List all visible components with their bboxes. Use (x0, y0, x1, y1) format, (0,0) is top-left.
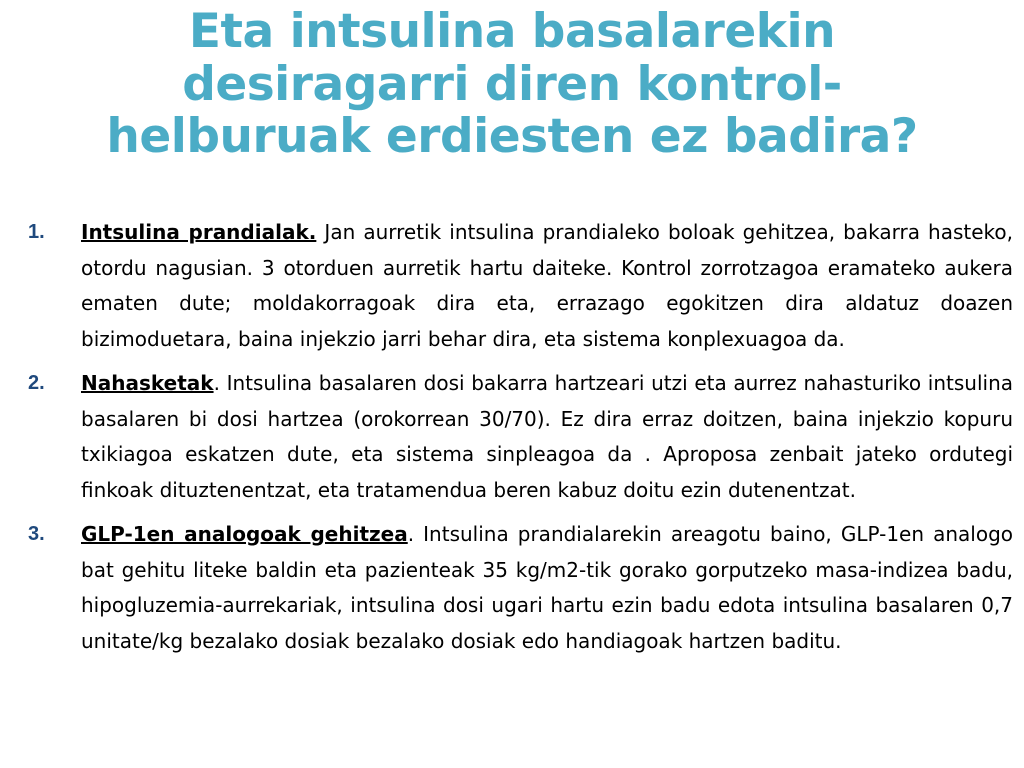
list-item-text: Jan aurretik intsulina prandialeko boloak gehitzea, bakarra hasteko, otordu nagusian. 3 otorduen aurretik hartu daiteke. Kontrol zorrotzagoa eramateko aukera ematen dute; moldakorragoak dira eta, errazago egokitzen dira aldatuz doazen bizimoduetara, baina injekzio jarri behar dira, eta sistema konplexuagoa da. (81, 220, 1013, 351)
slide-title (20, 6, 1004, 164)
list-item-number: 2. (28, 372, 45, 394)
list-item-text: . Intsulina prandialarekin areagotu baino, GLP-1en analogo bat gehitu liteke baldin eta pazienteak 35 kg/m2-tik gorako gorputzeko masa-indizea badu, hipogluzemia-aurrekariak, intsulina dosi ugari hartu ezin badu edota intsulina basalaren 0,7 unitate/kg bezalako dosiak bezalako dosiak edo handiagoak hartzen baditu. (81, 522, 1013, 653)
list-item (28, 366, 1013, 508)
list-item-lead: Intsulina prandialak. (81, 220, 317, 244)
list-item-text: . Intsulina basalaren dosi bakarra hartzeari utzi eta aurrez nahasturiko intsulina basalaren bi dosi hartzea (orokorrean 30/70). Ez dira erraz doitzen, baina injekzio kopuru txikiagoa eskatzen dute, eta sistema sinpleagoa da . Aproposa zenbait jateko ordutegi finkoak dituztenentzat, eta tratamendua beren kabuz doitu ezin dutenentzat. (81, 371, 1013, 502)
title-line-3: helburuak erdiesten ez badira? (106, 109, 918, 165)
title-line-1: Eta intsulina basalarekin (188, 4, 836, 59)
list-item (28, 215, 1013, 357)
numbered-list (28, 215, 1013, 668)
list-item-lead: Nahasketak (81, 371, 214, 395)
list-item-number: 3. (28, 523, 45, 545)
list-item-number: 1. (28, 221, 45, 243)
list-item (28, 517, 1013, 659)
list-item-lead: GLP-1en analogoak gehitzea (81, 522, 408, 546)
title-line-2: desiragarri diren kontrol- (182, 56, 842, 112)
